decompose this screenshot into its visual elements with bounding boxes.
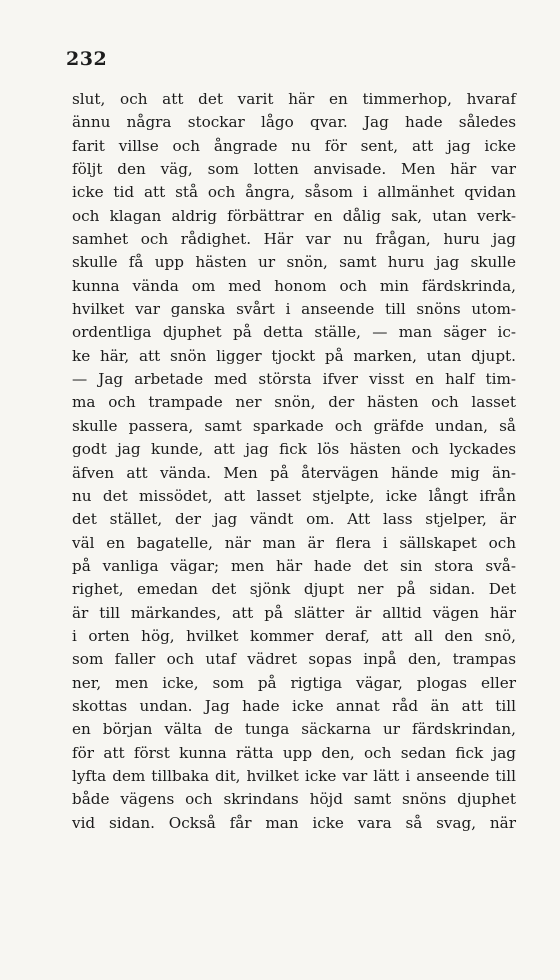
text-line: nu det missödet, att lasset stjelpte, icke långt ifrån [72,486,516,505]
text-line: lyfta dem tillbaka dit, hvilket icke var lätt i anseende till [72,766,516,785]
text-line: samhet och rådighet. Här var nu frågan, huru jag [72,230,516,249]
text-line: righet, emedan det sjönk djupt ner på sidan. Det [72,580,516,599]
text-line: det stället, der jag vändt om. Att lass stjelper, är [72,510,516,529]
text-line: kunna vända om med honom och min färdskrinda, [72,276,516,295]
text-line: ännu några stockar lågo qvar. Jag hade således [72,113,516,132]
body-text [72,88,516,835]
text-line: ordentliga djuphet på detta ställe, — man säger ic- [72,323,516,342]
text-line: både vägens och skrindans höjd samt snöns djuphet [72,790,516,809]
text-line: skulle få upp hästen ur snön, samt huru jag skulle [72,253,516,272]
text-line: som faller och utaf vädret sopas inpå den, trampas [72,650,516,669]
text-line: i orten hög, hvilket kommer deraf, att all den snö, [72,626,516,645]
page-number: 232 [66,48,108,70]
text-line: godt jag kunde, att jag fick lös hästen och lyckades [72,440,516,459]
text-line: skottas undan. Jag hade icke annat råd än att till [72,696,516,715]
text-line: äfven att vända. Men på återvägen hände mig än- [72,463,516,482]
text-line: farit villse och ångrade nu för sent, att jag icke [72,136,516,155]
text-line: skulle passera, samt sparkade och gräfde undan, så [72,416,516,435]
text-line: och klagan aldrig förbättrar en dålig sak, utan verk- [72,206,516,225]
text-line: en början välta de tunga säckarna ur färdskrindan, [72,720,516,739]
text-line: ma och trampade ner snön, der hästen och lasset [72,393,516,412]
text-line: ner, men icke, som på rigtiga vägar, plogas eller [72,673,516,692]
text-line: hvilket var ganska svårt i anseende till snöns utom- [72,300,516,319]
text-line: — Jag arbetade med största ifver visst en half tim- [72,370,516,389]
text-line: vid sidan. Också får man icke vara så svag, när [72,813,516,832]
text-line: för att först kunna rätta upp den, och sedan fick jag [72,743,516,762]
text-line: på vanliga vägar; men här hade det sin stora svå- [72,556,516,575]
text-line: icke tid att stå och ångra, såsom i allmänhet qvidan [72,183,516,202]
text-line: följt den väg, som lotten anvisade. Men här var [72,160,516,179]
text-line: är till märkandes, att på slätter är alltid vägen här [72,603,516,622]
text-line: väl en bagatelle, när man är flera i sällskapet och [72,533,516,552]
text-line: slut, och att det varit här en timmerhop, hvaraf [72,90,516,108]
text-line: ke här, att snön ligger tjockt på marken, utan djupt. [72,346,516,365]
